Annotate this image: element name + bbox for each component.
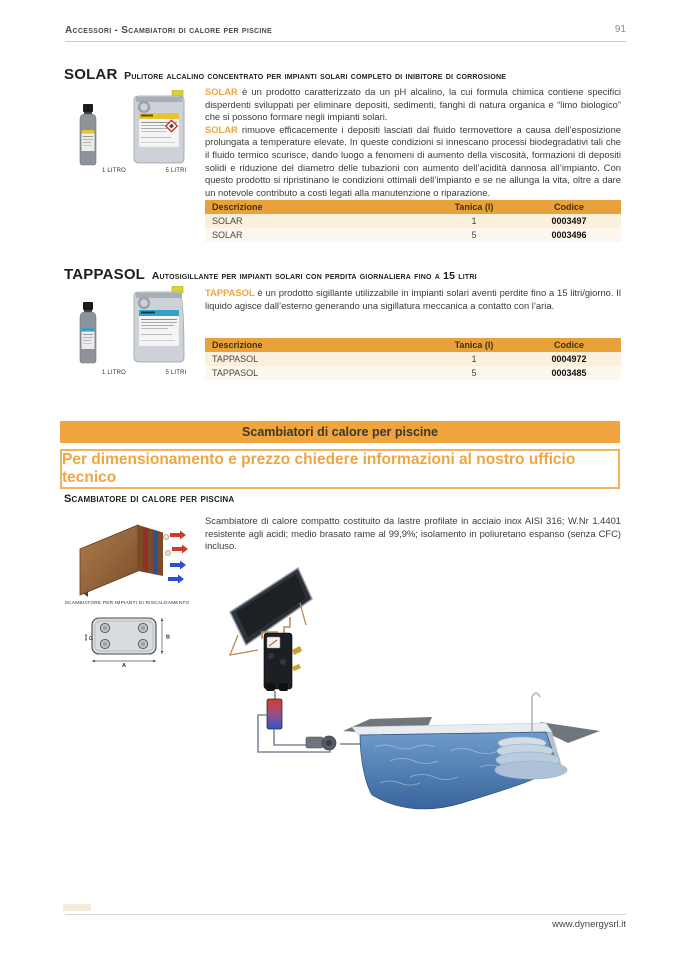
dim-label-a: A — [122, 663, 126, 668]
solar-bottle-1l-image — [78, 104, 98, 167]
heat-exchanger-drawing — [82, 614, 178, 668]
cell-codice: 0004972 — [517, 352, 621, 366]
footer-divider — [65, 914, 626, 915]
flow-arrows-icon — [168, 531, 188, 584]
table-header-row — [205, 338, 621, 352]
table-row — [205, 366, 621, 380]
page-number: 91 — [614, 24, 626, 35]
dim-label-b: B — [166, 634, 170, 641]
cell-codice: 0003485 — [517, 366, 621, 380]
cell-tanica: 5 — [431, 366, 517, 380]
pump-station — [264, 633, 302, 691]
tappasol-tank-5l-image — [130, 286, 188, 366]
heat-exchanger-photo — [72, 513, 190, 601]
tappasol-price-table — [205, 338, 621, 380]
cell-codice: 0003496 — [517, 228, 621, 242]
cell-tanica: 5 — [431, 228, 517, 242]
solar-section-title — [64, 58, 506, 86]
col-descrizione: Descrizione — [205, 338, 431, 352]
scambiatore-heading: Scambiatore di calore per piscina — [64, 493, 235, 505]
cell-descrizione: TAPPASOL — [205, 366, 431, 380]
website-link[interactable]: www.dynergysrl.it — [552, 919, 626, 930]
tappasol-bottle-1l-image — [78, 302, 98, 365]
tappasol-description — [205, 287, 621, 312]
col-tanica: Tanica (l) — [431, 338, 517, 352]
tappasol-caption-1l: 1 LITRO — [101, 370, 127, 376]
solar-caption-5l: 5 LITRI — [165, 168, 187, 174]
cell-tanica: 1 — [431, 352, 517, 366]
pool-pump — [306, 736, 336, 750]
heat-exchanger-unit — [267, 699, 282, 729]
dim-label-g: G — [89, 636, 93, 642]
table-header-row — [205, 200, 621, 214]
tappasol-caption-5l: 5 LITRI — [165, 370, 187, 376]
solar-product-name-2: SOLAR — [205, 123, 238, 135]
solar-title: SOLAR — [64, 66, 118, 83]
notice-banner: Per dimensionamento e prezzo chiedere informazioni al nostro ufficio tecnico — [60, 449, 620, 489]
tappasol-title: TAPPASOL — [64, 266, 146, 283]
solar-subtitle: Pulitore alcalino concentrato per impianti solari completo di inibitore di corrosione — [124, 70, 507, 82]
col-codice: Codice — [517, 200, 621, 214]
scambiatore-description — [205, 515, 621, 553]
table-row — [205, 228, 621, 242]
col-tanica: Tanica (l) — [431, 200, 517, 214]
col-descrizione: Descrizione — [205, 200, 431, 214]
header-divider — [65, 41, 626, 42]
heat-exchanger-caption: SCAMBIATORE PER IMPIANTI DI RISCALDAMENTO — [64, 601, 190, 606]
section-banner: Scambiatori di calore per piscine — [60, 421, 620, 443]
scambiatore-paragraph: Scambiatore di calore compatto costituito da lastre profilate in acciaio inox AISI 316; W.Nr 1.4401 resistente agli acidi; medio brasato rame al 99,9%; isolamento in poliuretano espanso (senza CFC) incluso. — [205, 515, 621, 552]
pool — [343, 693, 600, 809]
pool-steps — [495, 737, 567, 779]
cell-descrizione: TAPPASOL — [205, 352, 431, 366]
col-codice: Codice — [517, 338, 621, 352]
solar-paragraph-2: rimuove efficacemente i depositi lasciati dal fluido termovettore a causa dell’esposizione prolungata a temperature elevate. In queste condizioni si innescano processi biodegradativi tali che il fluido termico scurisce, dando luogo a fenomeni di aumento della viscosità, formazioni di depositi solidi e riduzione del diametro delle tubazioni con aumento dell’acidità dannosa all’impianto. Con questo prodotto si ripristinano le condizioni ottimali dell’impianto e se ne allunga la vita, oltre a dare un notevole contributo a costi legati alla manutenzione o riparazione. — [205, 123, 621, 198]
tappasol-paragraph: è un prodotto sigillante utilizzabile in impianti solari aventi perdite fino a 15 litri/giorno. Il liquido agisce dall’esterno generando una sigillatura meccanica a contatto con l’aria. — [205, 287, 621, 311]
breadcrumb: Accessori - Scambiatori di calore per piscine — [65, 25, 272, 36]
table-row — [205, 214, 621, 228]
solar-product-name: SOLAR — [205, 86, 238, 97]
tappasol-subtitle: Autosigillante per impianti solari con perdita giornaliera fino a 15 litri — [151, 270, 477, 282]
solar-price-table — [205, 200, 621, 242]
footer-brand-mark — [63, 904, 91, 911]
solar-tank-5l-image — [130, 90, 188, 167]
solar-pool-system-illustration — [200, 555, 630, 845]
table-row — [205, 352, 621, 366]
tappasol-section-title — [64, 258, 477, 286]
solar-description — [205, 86, 621, 199]
solar-paragraph-1: è un prodotto caratterizzato da un pH alcalino, la cui formula chimica contiene specifici disperdenti sviluppati per eliminare depositi, sedimenti, fanghi di natura organica e “limo biologico” che si possono formare negli impianti solari. — [205, 86, 621, 123]
cell-descrizione: SOLAR — [205, 214, 431, 228]
cell-codice: 0003497 — [517, 214, 621, 228]
cell-tanica: 1 — [431, 214, 517, 228]
solar-caption-1l: 1 LITRO — [101, 168, 127, 174]
cell-descrizione: SOLAR — [205, 228, 431, 242]
tappasol-product-name: TAPPASOL — [205, 287, 255, 298]
